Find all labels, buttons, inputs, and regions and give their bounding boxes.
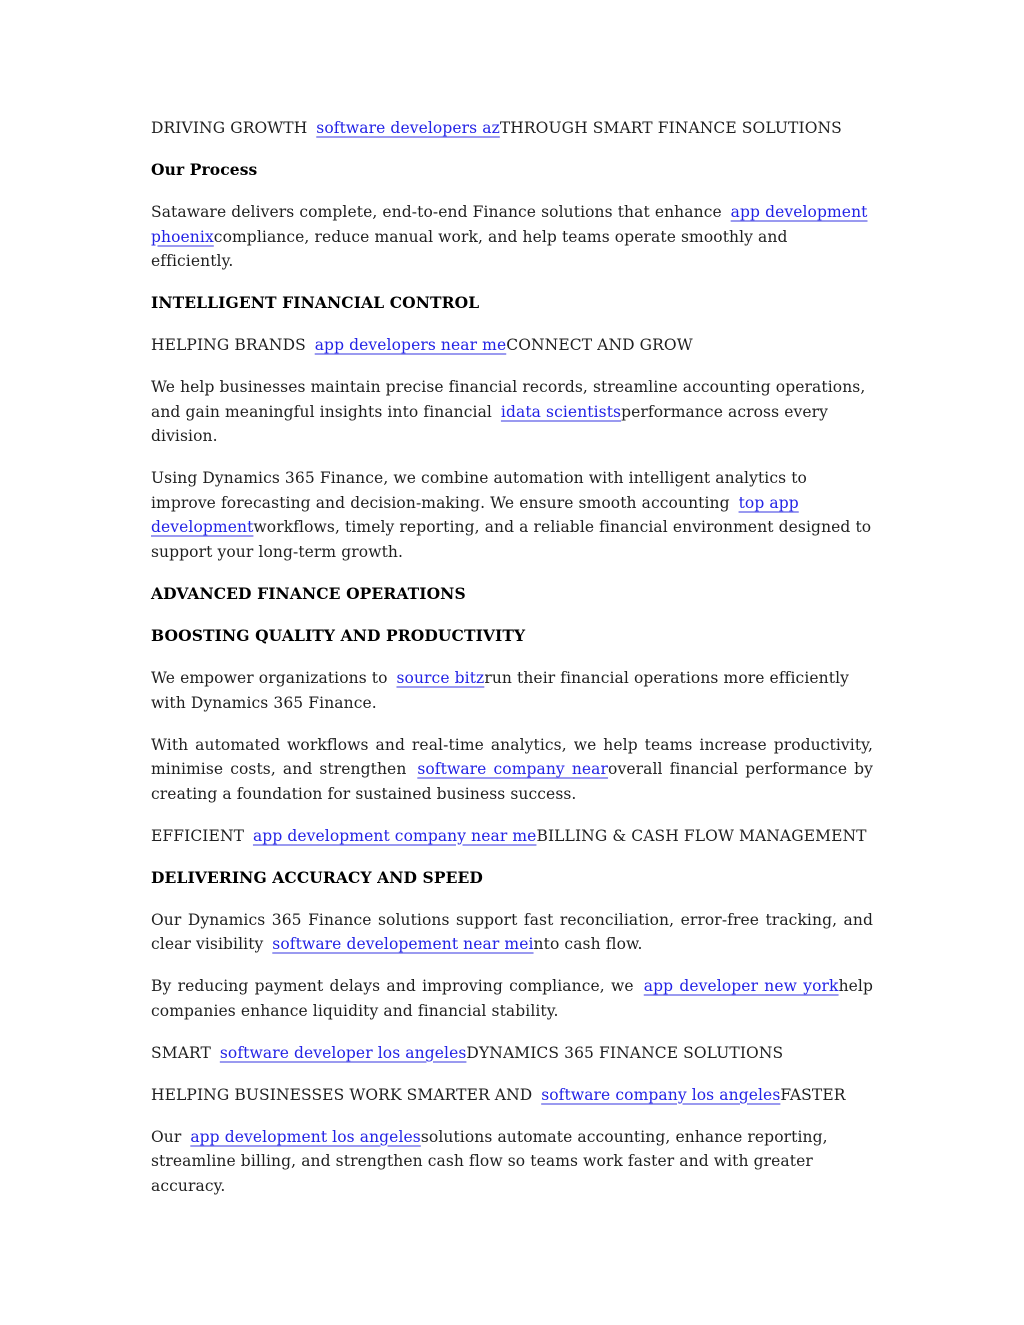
paragraph bbox=[151, 974, 873, 1023]
caps-text-line bbox=[151, 1041, 873, 1066]
text-segment: FASTER bbox=[780, 1085, 846, 1104]
paragraph bbox=[151, 908, 873, 957]
inline-link-top-app-development[interactable]: top app development bbox=[151, 493, 799, 537]
text-segment: overall financial performance by creating a foundation for sustained business success. bbox=[151, 760, 874, 803]
caps-text-line bbox=[151, 824, 873, 849]
text-segment: BILLING & CASH FLOW MANAGEMENT bbox=[536, 826, 867, 845]
text-segment: Our bbox=[151, 1127, 187, 1146]
text-segment: THROUGH SMART FINANCE SOLUTIONS bbox=[499, 119, 842, 137]
inline-link-software-developers-az[interactable]: software developers az bbox=[316, 119, 500, 137]
text-segment: INTELLIGENT FINANCIAL CONTROL bbox=[151, 293, 480, 313]
section-heading bbox=[151, 291, 873, 316]
text-segment: run their financial operations more efficiently with Dynamics 365 Finance. bbox=[151, 669, 849, 712]
caps-text-line bbox=[151, 1083, 873, 1108]
caps-text-line bbox=[151, 116, 873, 141]
inline-link-source-bitz[interactable]: source bitz bbox=[396, 669, 485, 688]
inline-link-software-company-near[interactable]: software company near bbox=[417, 760, 609, 779]
text-segment: SMART bbox=[151, 1043, 216, 1062]
text-segment: compliance, reduce manual work, and help teams operate smoothly and efficiently. bbox=[151, 227, 788, 271]
inline-link-app-development-company-near-me[interactable]: app development company near me bbox=[252, 826, 537, 845]
inline-link-software-developement-near-mei[interactable]: software developement near mei bbox=[272, 935, 534, 954]
paragraph bbox=[151, 200, 873, 274]
text-segment: solutions automate accounting, enhance reporting, streamline billing, and strengthen cash flow so teams work faster and with greater accuracy. bbox=[151, 1127, 828, 1196]
text-segment: HELPING BRANDS bbox=[151, 336, 311, 355]
section-heading bbox=[151, 582, 873, 607]
text-segment: help companies enhance liquidity and financial stability. bbox=[151, 977, 873, 1020]
text-segment: Using Dynamics 365 Finance, we combine automation with intelligent analytics to improve forecasting and decision-making. We ensure smooth accounting bbox=[151, 469, 807, 512]
paragraph bbox=[151, 1125, 873, 1199]
text-segment: performance across every division. bbox=[151, 402, 828, 446]
text-segment: With automated workflows and real-time analytics, we help teams increase productivity, minimise costs, and strengthen bbox=[151, 735, 873, 779]
text-segment: EFFICIENT bbox=[151, 826, 250, 845]
document-content bbox=[151, 116, 873, 1199]
text-segment: We help businesses maintain precise financial records, streamline accounting operations, and gain meaningful insights into financial bbox=[151, 378, 866, 421]
text-segment: workflows, timely reporting, and a reliable financial environment designed to support your long-term growth. bbox=[151, 518, 872, 562]
text-segment: DRIVING GROWTH bbox=[151, 119, 313, 137]
paragraph bbox=[151, 666, 873, 715]
inline-link-software-developer-los-angeles[interactable]: software developer los angeles bbox=[219, 1043, 467, 1062]
paragraph bbox=[151, 466, 873, 564]
paragraph bbox=[151, 375, 873, 449]
inline-link-app-developer-new-york[interactable]: app developer new york bbox=[643, 977, 839, 996]
text-segment: We empower organizations to bbox=[151, 669, 393, 688]
text-segment: By reducing payment delays and improving compliance, we bbox=[151, 977, 640, 996]
text-segment: HELPING BUSINESSES WORK SMARTER AND bbox=[151, 1085, 538, 1104]
text-segment: Our Process bbox=[151, 159, 258, 179]
section-heading bbox=[151, 158, 873, 183]
inline-link-app-development-los-angeles[interactable]: app development los angeles bbox=[190, 1127, 421, 1146]
inline-link-app-development-phoenix[interactable]: app development phoenix bbox=[151, 202, 868, 246]
section-heading bbox=[151, 866, 873, 891]
text-segment: CONNECT AND GROW bbox=[506, 336, 693, 355]
text-segment: nto cash flow. bbox=[533, 935, 643, 954]
inline-link-idata-scientists[interactable]: idata scientists bbox=[500, 402, 622, 421]
text-segment: Our Dynamics 365 Finance solutions support fast reconciliation, error-free tracking, and clear visibility bbox=[151, 910, 873, 954]
text-segment: BOOSTING QUALITY AND PRODUCTIVITY bbox=[151, 626, 526, 646]
inline-link-app-developers-near-me[interactable]: app developers near me bbox=[314, 336, 507, 355]
inline-link-software-company-los-angeles[interactable]: software company los angeles bbox=[541, 1085, 781, 1104]
text-segment: ADVANCED FINANCE OPERATIONS bbox=[151, 584, 466, 604]
text-segment: DELIVERING ACCURACY AND SPEED bbox=[151, 867, 483, 887]
section-heading bbox=[151, 624, 873, 649]
text-segment: DYNAMICS 365 FINANCE SOLUTIONS bbox=[466, 1043, 784, 1062]
text-segment: Sataware delivers complete, end-to-end Finance solutions that enhance bbox=[151, 202, 727, 221]
paragraph bbox=[151, 733, 873, 807]
caps-text-line bbox=[151, 333, 873, 358]
